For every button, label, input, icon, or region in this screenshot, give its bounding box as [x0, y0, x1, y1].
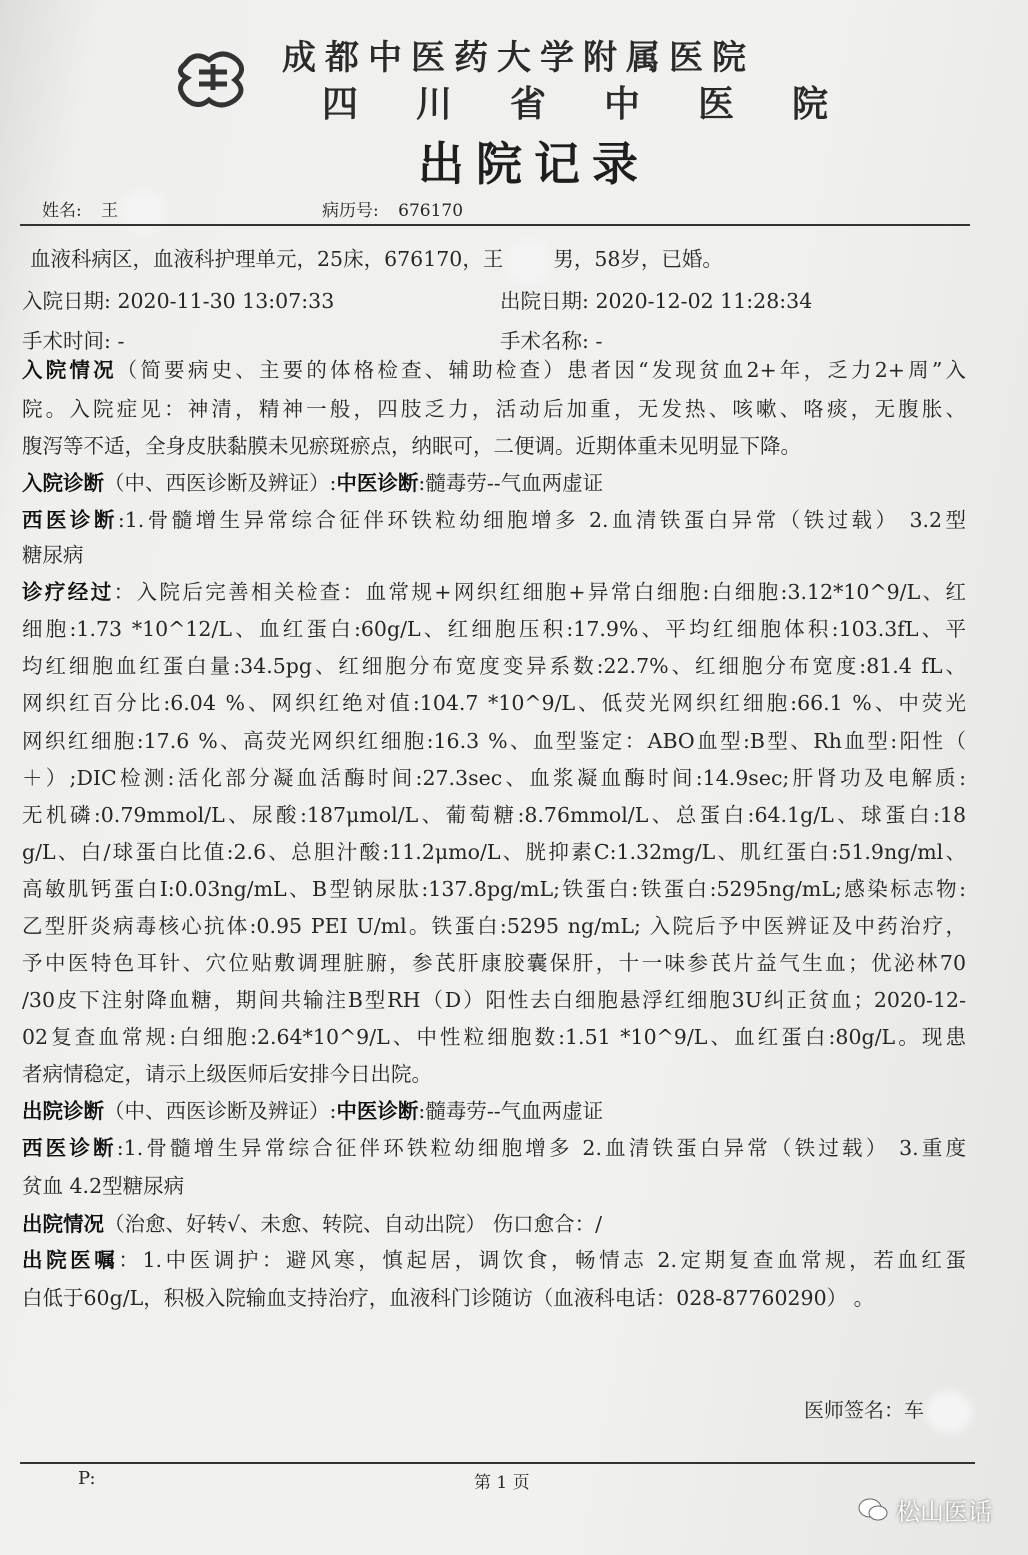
discharge-wm-line-1	[22, 1134, 966, 1162]
discharge-dx-label: 出院诊断	[22, 1099, 104, 1123]
discharge-dx-paren: （中、西医诊断及辨证）:	[104, 1099, 337, 1123]
course-line: 网织红百分比:6.04 %、网织红绝对值:104.7 *10^9/L、低荧光网织红细胞:66.1 %、中荧光	[22, 691, 966, 715]
ward-info: 血液科病区，血液科护理单元，25床，676170，王	[30, 247, 504, 271]
course-line: 网织红细胞:17.6 %、高荧光网织红细胞:16.3 %、血型鉴定：ABO血型:B型、Rh血型:阳性（	[22, 729, 966, 753]
course-line: /30皮下注射降血糖，期间共输注B型RH（D）阳性去白细胞悬浮红细胞3U纠正贫血；2020-12-	[22, 988, 966, 1012]
surgery-time-label: 手术时间:	[22, 329, 111, 353]
document-title: 出院记录	[418, 137, 650, 191]
wechat-icon	[858, 1497, 888, 1523]
admission-line-3: 腹泻等不适，全身皮肤黏膜未见瘀斑瘀点，纳眠可，二便调。近期体重未见明显下降。	[22, 434, 801, 458]
admit-date-label: 入院日期:	[22, 289, 111, 313]
redaction-blur	[932, 1397, 966, 1427]
course-line: ＋）;DIC检测:活化部分凝血活酶时间:27.3sec、血浆凝血酶时间:14.9sec;肝肾功及电解质:	[22, 766, 966, 790]
header-divider	[20, 224, 970, 226]
admit-tcm-dx: :髓毒劳--气血两虚证	[418, 471, 604, 495]
name-label: 姓名:	[42, 201, 82, 221]
admit-wm-line-1	[22, 506, 966, 534]
footer-p-label: P:	[78, 1468, 96, 1489]
course-line: 均红细胞血红蛋白量:34.5pg、红细胞分布宽度变异系数:22.7%、红细胞分布宽度:81.4 fL、	[22, 654, 966, 678]
admission-text: （简要病史、主要的体格检查、辅助检查）患者因“发现贫血2+年，乏力2+周”入	[116, 358, 966, 382]
orders-label: 出院医嘱	[22, 1248, 119, 1272]
hospital-name-2: 四川省中医院	[322, 83, 887, 125]
course-text: ：入院后完善相关检查：血常规+网织红细胞+异常白细胞:白细胞:3.12*10^9/L、红	[113, 580, 966, 604]
discharge-wm-dx: :1.骨髓增生异常综合征伴环铁粒幼细胞增多 2.血清铁蛋白异常（铁过载） 3.重度	[116, 1136, 966, 1160]
hospital-logo-icon	[175, 44, 251, 110]
record-number: 676170	[398, 201, 464, 221]
admission-line-2: 院。入院症见：神清，精神一般，四肢乏力，活动后加重，无发热、咳嗽、咯痰，无腹胀、	[22, 397, 966, 421]
discharge-status-label: 出院情况	[22, 1212, 104, 1236]
admit-wm-label: 西医诊断	[22, 508, 118, 532]
patient-name-field	[42, 196, 168, 227]
surgery-name: -	[595, 329, 603, 353]
admit-dx-paren: （中、西医诊断及辨证）:	[104, 471, 337, 495]
watermark-text: 松山医话	[896, 1498, 992, 1526]
discharge-date-label: 出院日期:	[500, 289, 589, 313]
discharge-status-text: （治愈、好转√、未愈、转院、自动出院） 伤口愈合：/	[104, 1212, 602, 1236]
surgery-name-line	[500, 327, 960, 355]
course-line: g/L、白/球蛋白比值:2.6、总胆汁酸:11.2μmo/L、胱抑素C:1.32mg/L、肌红蛋白:51.9ng/ml、	[22, 840, 966, 864]
discharge-wm-label: 西医诊断	[22, 1136, 117, 1160]
discharge-tcm-label: 中医诊断	[336, 1099, 419, 1123]
admit-tcm-label: 中医诊断	[336, 471, 419, 495]
hospital-name-1: 成都中医药大学附属医院	[282, 38, 755, 78]
discharge-date: 2020-12-02 11:28:34	[595, 289, 813, 313]
admit-date: 2020-11-30 13:07:33	[117, 289, 335, 313]
orders-line-2: 白低于60g/L，积极入院输血支持治疗，血液科门诊随访（血液科电话：028-87760290） 。	[22, 1286, 875, 1310]
physician-signature	[804, 1394, 974, 1427]
admission-line-1	[22, 356, 966, 384]
admit-dx-line	[22, 469, 966, 497]
page-number: 第 1 页	[474, 1473, 530, 1493]
watermark	[858, 1492, 992, 1527]
patient-demographics: 男，58岁，已婚。	[553, 247, 723, 271]
signature-name: 车	[904, 1398, 924, 1422]
course-line: 高敏肌钙蛋白I:0.03ng/mL、B型钠尿肽:137.8pg/mL;铁蛋白:铁蛋白:5295ng/mL;感染标志物:	[22, 877, 966, 901]
surgery-time: -	[117, 329, 125, 353]
course-line: 02复查血常规:白细胞:2.64*10^9/L、中性粒细胞数:1.51 *10^9/L、血红蛋白:80g/L。现患	[22, 1025, 966, 1049]
discharge-date-line	[500, 287, 960, 315]
course-line: 者病情稳定，请示上级医师后安排今日出院。	[22, 1062, 432, 1086]
course-line: 细胞:1.73 *10^12/L、血红蛋白:60g/L、红细胞压积:17.9%、平均红细胞体积:103.3fL、平	[22, 617, 966, 641]
redaction-blur	[126, 197, 160, 227]
ward-line	[30, 245, 974, 276]
redaction-blur	[511, 246, 545, 276]
orders-line-1	[22, 1246, 966, 1274]
record-label: 病历号:	[322, 201, 379, 221]
discharge-tcm-dx: :髓毒劳--气血两虚证	[418, 1099, 604, 1123]
discharge-status-line	[22, 1210, 966, 1238]
orders-text: ：1.中医调护：避风寒，慎起居，调饮食，畅情志 2.定期复查血常规，若血红蛋	[118, 1248, 966, 1272]
course-label: 诊疗经过	[22, 580, 114, 604]
course-line-1	[22, 578, 966, 606]
course-line: 予中医特色耳针、穴位贴敷调理脏腑，参芪肝康胶囊保肝，十一味参芪片益气生血；优泌林70	[22, 951, 966, 975]
discharge-wm-line-2: 贫血 4.2型糖尿病	[22, 1174, 185, 1198]
discharge-dx-line	[22, 1097, 966, 1125]
footer-divider	[20, 1462, 975, 1464]
course-line: 无机磷:0.79mmol/L、尿酸:187μmol/L、葡萄糖:8.76mmol/L、总蛋白:64.1g/L、球蛋白:18	[22, 803, 966, 827]
patient-name: 王	[101, 201, 119, 221]
record-number-field	[322, 196, 463, 221]
course-line: 乙型肝炎病毒核心抗体:0.95 PEI U/ml。铁蛋白:5295 ng/mL; 入院后予中医辨证及中药治疗，	[22, 914, 966, 938]
surgery-name-label: 手术名称:	[500, 329, 589, 353]
signature-label: 医师签名：	[804, 1398, 904, 1422]
admit-dx-label: 入院诊断	[22, 471, 104, 495]
admission-label: 入院情况	[22, 358, 117, 382]
admit-wm-dx: :1.骨髓增生异常综合征伴环铁粒幼细胞增多 2.血清铁蛋白异常（铁过载） 3.2型	[117, 508, 966, 532]
admit-wm-line-2: 糖尿病	[22, 543, 84, 567]
